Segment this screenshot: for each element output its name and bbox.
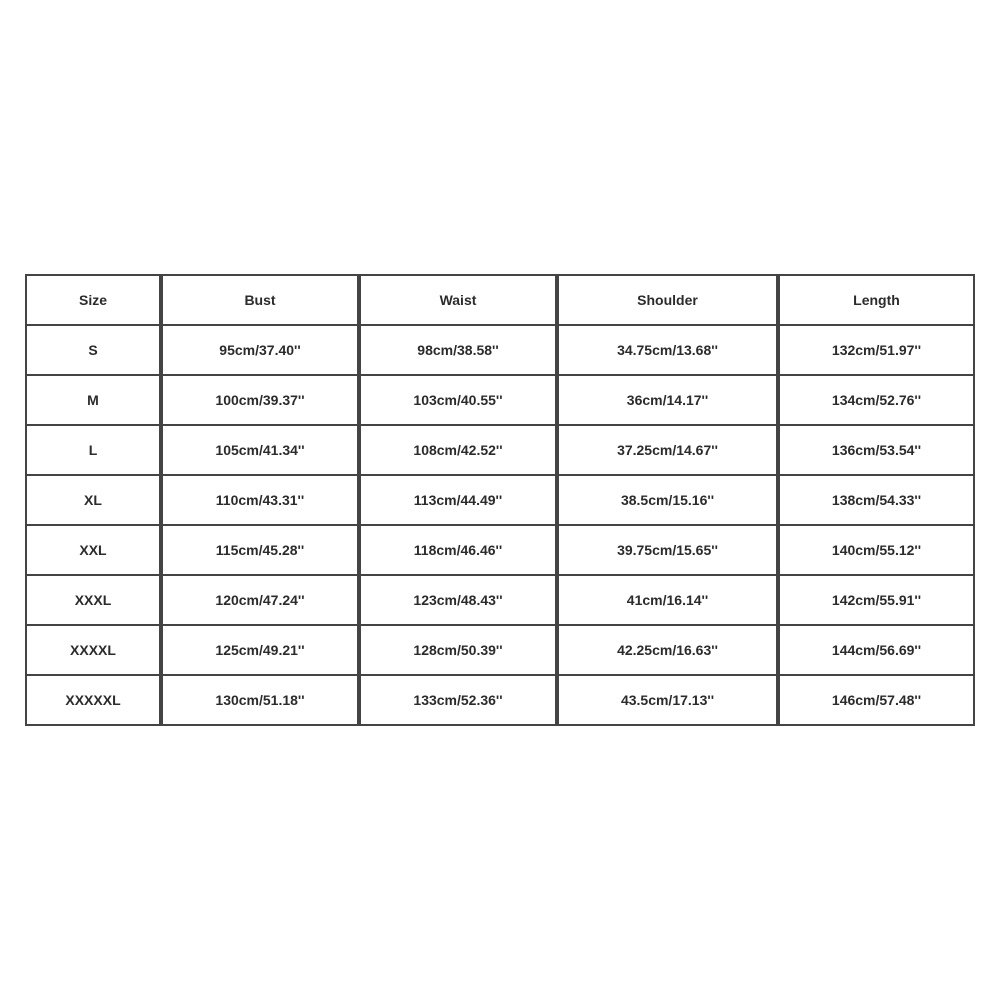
cell-size: XXXL xyxy=(27,576,161,626)
cell-length: 144cm/56.69'' xyxy=(778,626,975,676)
table-row xyxy=(27,426,975,476)
header-size: Size xyxy=(27,276,161,326)
cell-size: XXXXL xyxy=(27,626,161,676)
table-row xyxy=(27,326,975,376)
header-row xyxy=(27,276,975,326)
cell-shoulder: 42.25cm/16.63'' xyxy=(557,626,778,676)
cell-shoulder: 37.25cm/14.67'' xyxy=(557,426,778,476)
cell-waist: 128cm/50.39'' xyxy=(359,626,557,676)
cell-waist: 113cm/44.49'' xyxy=(359,476,557,526)
table-row xyxy=(27,526,975,576)
cell-waist: 108cm/42.52'' xyxy=(359,426,557,476)
cell-size: XXL xyxy=(27,526,161,576)
table-row xyxy=(27,626,975,676)
header-waist: Waist xyxy=(359,276,557,326)
header-bust: Bust xyxy=(161,276,359,326)
cell-bust: 120cm/47.24'' xyxy=(161,576,359,626)
cell-size: S xyxy=(27,326,161,376)
cell-waist: 118cm/46.46'' xyxy=(359,526,557,576)
cell-waist: 133cm/52.36'' xyxy=(359,676,557,726)
cell-shoulder: 36cm/14.17'' xyxy=(557,376,778,426)
cell-length: 142cm/55.91'' xyxy=(778,576,975,626)
cell-shoulder: 43.5cm/17.13'' xyxy=(557,676,778,726)
cell-bust: 110cm/43.31'' xyxy=(161,476,359,526)
cell-bust: 125cm/49.21'' xyxy=(161,626,359,676)
cell-shoulder: 38.5cm/15.16'' xyxy=(557,476,778,526)
cell-size: L xyxy=(27,426,161,476)
cell-waist: 98cm/38.58'' xyxy=(359,326,557,376)
cell-shoulder: 39.75cm/15.65'' xyxy=(557,526,778,576)
cell-size: M xyxy=(27,376,161,426)
cell-shoulder: 34.75cm/13.68'' xyxy=(557,326,778,376)
cell-bust: 130cm/51.18'' xyxy=(161,676,359,726)
cell-bust: 100cm/39.37'' xyxy=(161,376,359,426)
header-shoulder: Shoulder xyxy=(557,276,778,326)
table-row xyxy=(27,676,975,726)
cell-bust: 105cm/41.34'' xyxy=(161,426,359,476)
cell-waist: 103cm/40.55'' xyxy=(359,376,557,426)
cell-length: 138cm/54.33'' xyxy=(778,476,975,526)
header-length: Length xyxy=(778,276,975,326)
cell-size: XXXXXL xyxy=(27,676,161,726)
cell-bust: 95cm/37.40'' xyxy=(161,326,359,376)
table-row xyxy=(27,576,975,626)
size-chart-table xyxy=(25,274,975,726)
table-row xyxy=(27,476,975,526)
cell-length: 140cm/55.12'' xyxy=(778,526,975,576)
cell-length: 132cm/51.97'' xyxy=(778,326,975,376)
cell-shoulder: 41cm/16.14'' xyxy=(557,576,778,626)
cell-waist: 123cm/48.43'' xyxy=(359,576,557,626)
table-row xyxy=(27,376,975,426)
cell-length: 134cm/52.76'' xyxy=(778,376,975,426)
cell-bust: 115cm/45.28'' xyxy=(161,526,359,576)
cell-length: 146cm/57.48'' xyxy=(778,676,975,726)
cell-length: 136cm/53.54'' xyxy=(778,426,975,476)
cell-size: XL xyxy=(27,476,161,526)
